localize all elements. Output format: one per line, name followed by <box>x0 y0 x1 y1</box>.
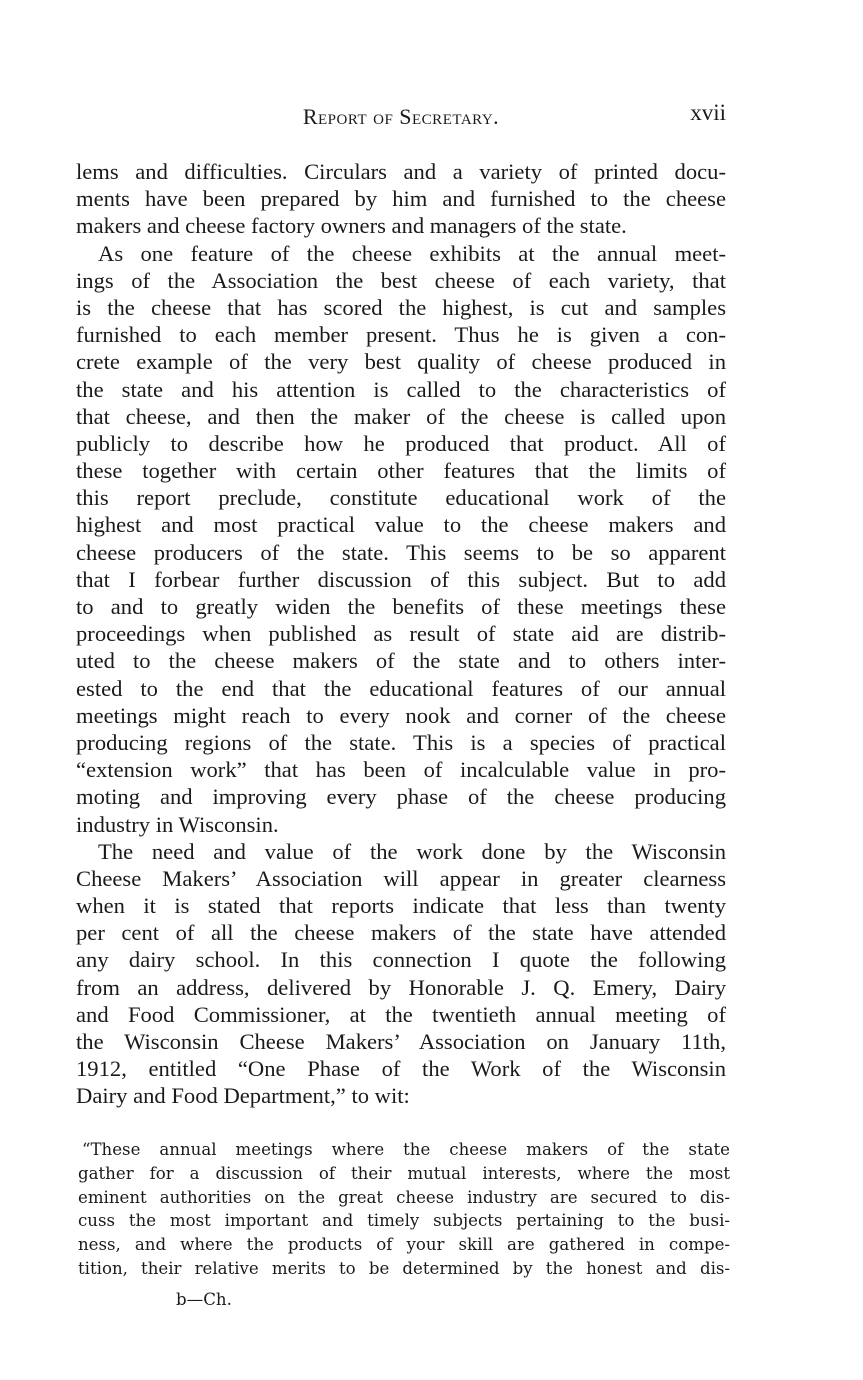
text-line: Cheese Makers’ Association will appear in greater clearness <box>76 865 726 891</box>
text-line: ested to the end that the educational features of our annual <box>76 675 726 701</box>
text-line: meetings might reach to every nook and corner of the cheese <box>76 702 726 728</box>
text-line: that cheese, and then the maker of the cheese is called upon <box>76 403 726 429</box>
running-head <box>76 100 726 134</box>
text-line: any dairy school. In this connection I quote the following <box>76 947 726 973</box>
text-line: producing regions of the state. This is a species of practical <box>76 729 726 755</box>
text-line: Dairy and Food Department,” to wit: <box>76 1083 410 1109</box>
text-line: highest and most practical value to the cheese makers and <box>76 512 726 538</box>
signature-mark: b—Ch. <box>176 1290 232 1309</box>
text-line: lems and difficulties. Circulars and a variety of printed docu- <box>76 159 726 184</box>
quote-line: tition, their relative merits to be determined by the honest and dis- <box>78 1258 730 1278</box>
text-line: from an address, delivered by Honorable J. Q. Emery, Dairy <box>76 974 726 1000</box>
text-line: this report preclude, constitute educational work of the <box>76 485 726 511</box>
text-line: publicly to describe how he produced that product. All of <box>76 430 726 456</box>
text-line: that I forbear further discussion of this subject. But to add <box>76 566 726 592</box>
text-line: moting and improving every phase of the cheese producing <box>76 784 726 810</box>
page-number: xvii <box>690 100 726 125</box>
quote-line: ness, and where the products of your skill are gathered in compe- <box>78 1235 730 1255</box>
text-line: when it is stated that reports indicate that less than twenty <box>76 893 726 919</box>
quote-line: cuss the most important and timely subjects pertaining to the busi- <box>78 1211 730 1231</box>
text-line: and Food Commissioner, at the twentieth annual meeting of <box>76 1001 726 1027</box>
text-line: to and to greatly widen the benefits of these meetings these <box>76 594 726 619</box>
text-line: industry in Wisconsin. <box>76 811 279 837</box>
text-line: the Wisconsin Cheese Makers’ Association on January 11th, <box>76 1029 726 1054</box>
text-line: 1912, entitled “One Phase of the Work of the Wisconsin <box>76 1056 726 1082</box>
running-title: Report of Secretary. <box>302 104 500 129</box>
text-line: per cent of all the cheese makers of the state have attended <box>76 920 726 946</box>
text-line: is the cheese that has scored the highest, is cut and samples <box>76 294 726 320</box>
text-line: proceedings when published as result of state aid are distrib- <box>76 621 726 647</box>
text-line: cheese producers of the state. This seems to be so apparent <box>76 539 726 565</box>
text-line: ments have been prepared by him and furnished to the cheese <box>76 186 726 212</box>
quote-line: gather for a discussion of their mutual interests, where the most <box>78 1163 730 1183</box>
text-line: “extension work” that has been of incalculable value in pro- <box>76 757 726 783</box>
text-line: furnished to each member present. Thus he is given a con- <box>76 322 726 348</box>
text-line: crete example of the very best quality of cheese produced in <box>76 349 726 375</box>
quote-line: eminent authorities on the great cheese industry are secured to dis- <box>78 1187 730 1207</box>
text-line: these together with certain other features that the limits of <box>76 458 726 484</box>
text-line: As one feature of the cheese exhibits at the annual meet- <box>98 240 726 266</box>
text-line: ings of the Association the best cheese of each variety, that <box>76 267 726 293</box>
text-line: uted to the cheese makers of the state and to others inter- <box>76 648 726 674</box>
text-line: makers and cheese factory owners and managers of the state. <box>76 213 627 239</box>
text-line: The need and value of the work done by the Wisconsin <box>98 838 726 864</box>
body-text <box>76 158 726 1110</box>
text-line: the state and his attention is called to the characteristics of <box>76 376 726 402</box>
quote-line: “These annual meetings where the cheese makers of the state <box>82 1140 730 1159</box>
block-quote <box>78 1138 730 1281</box>
